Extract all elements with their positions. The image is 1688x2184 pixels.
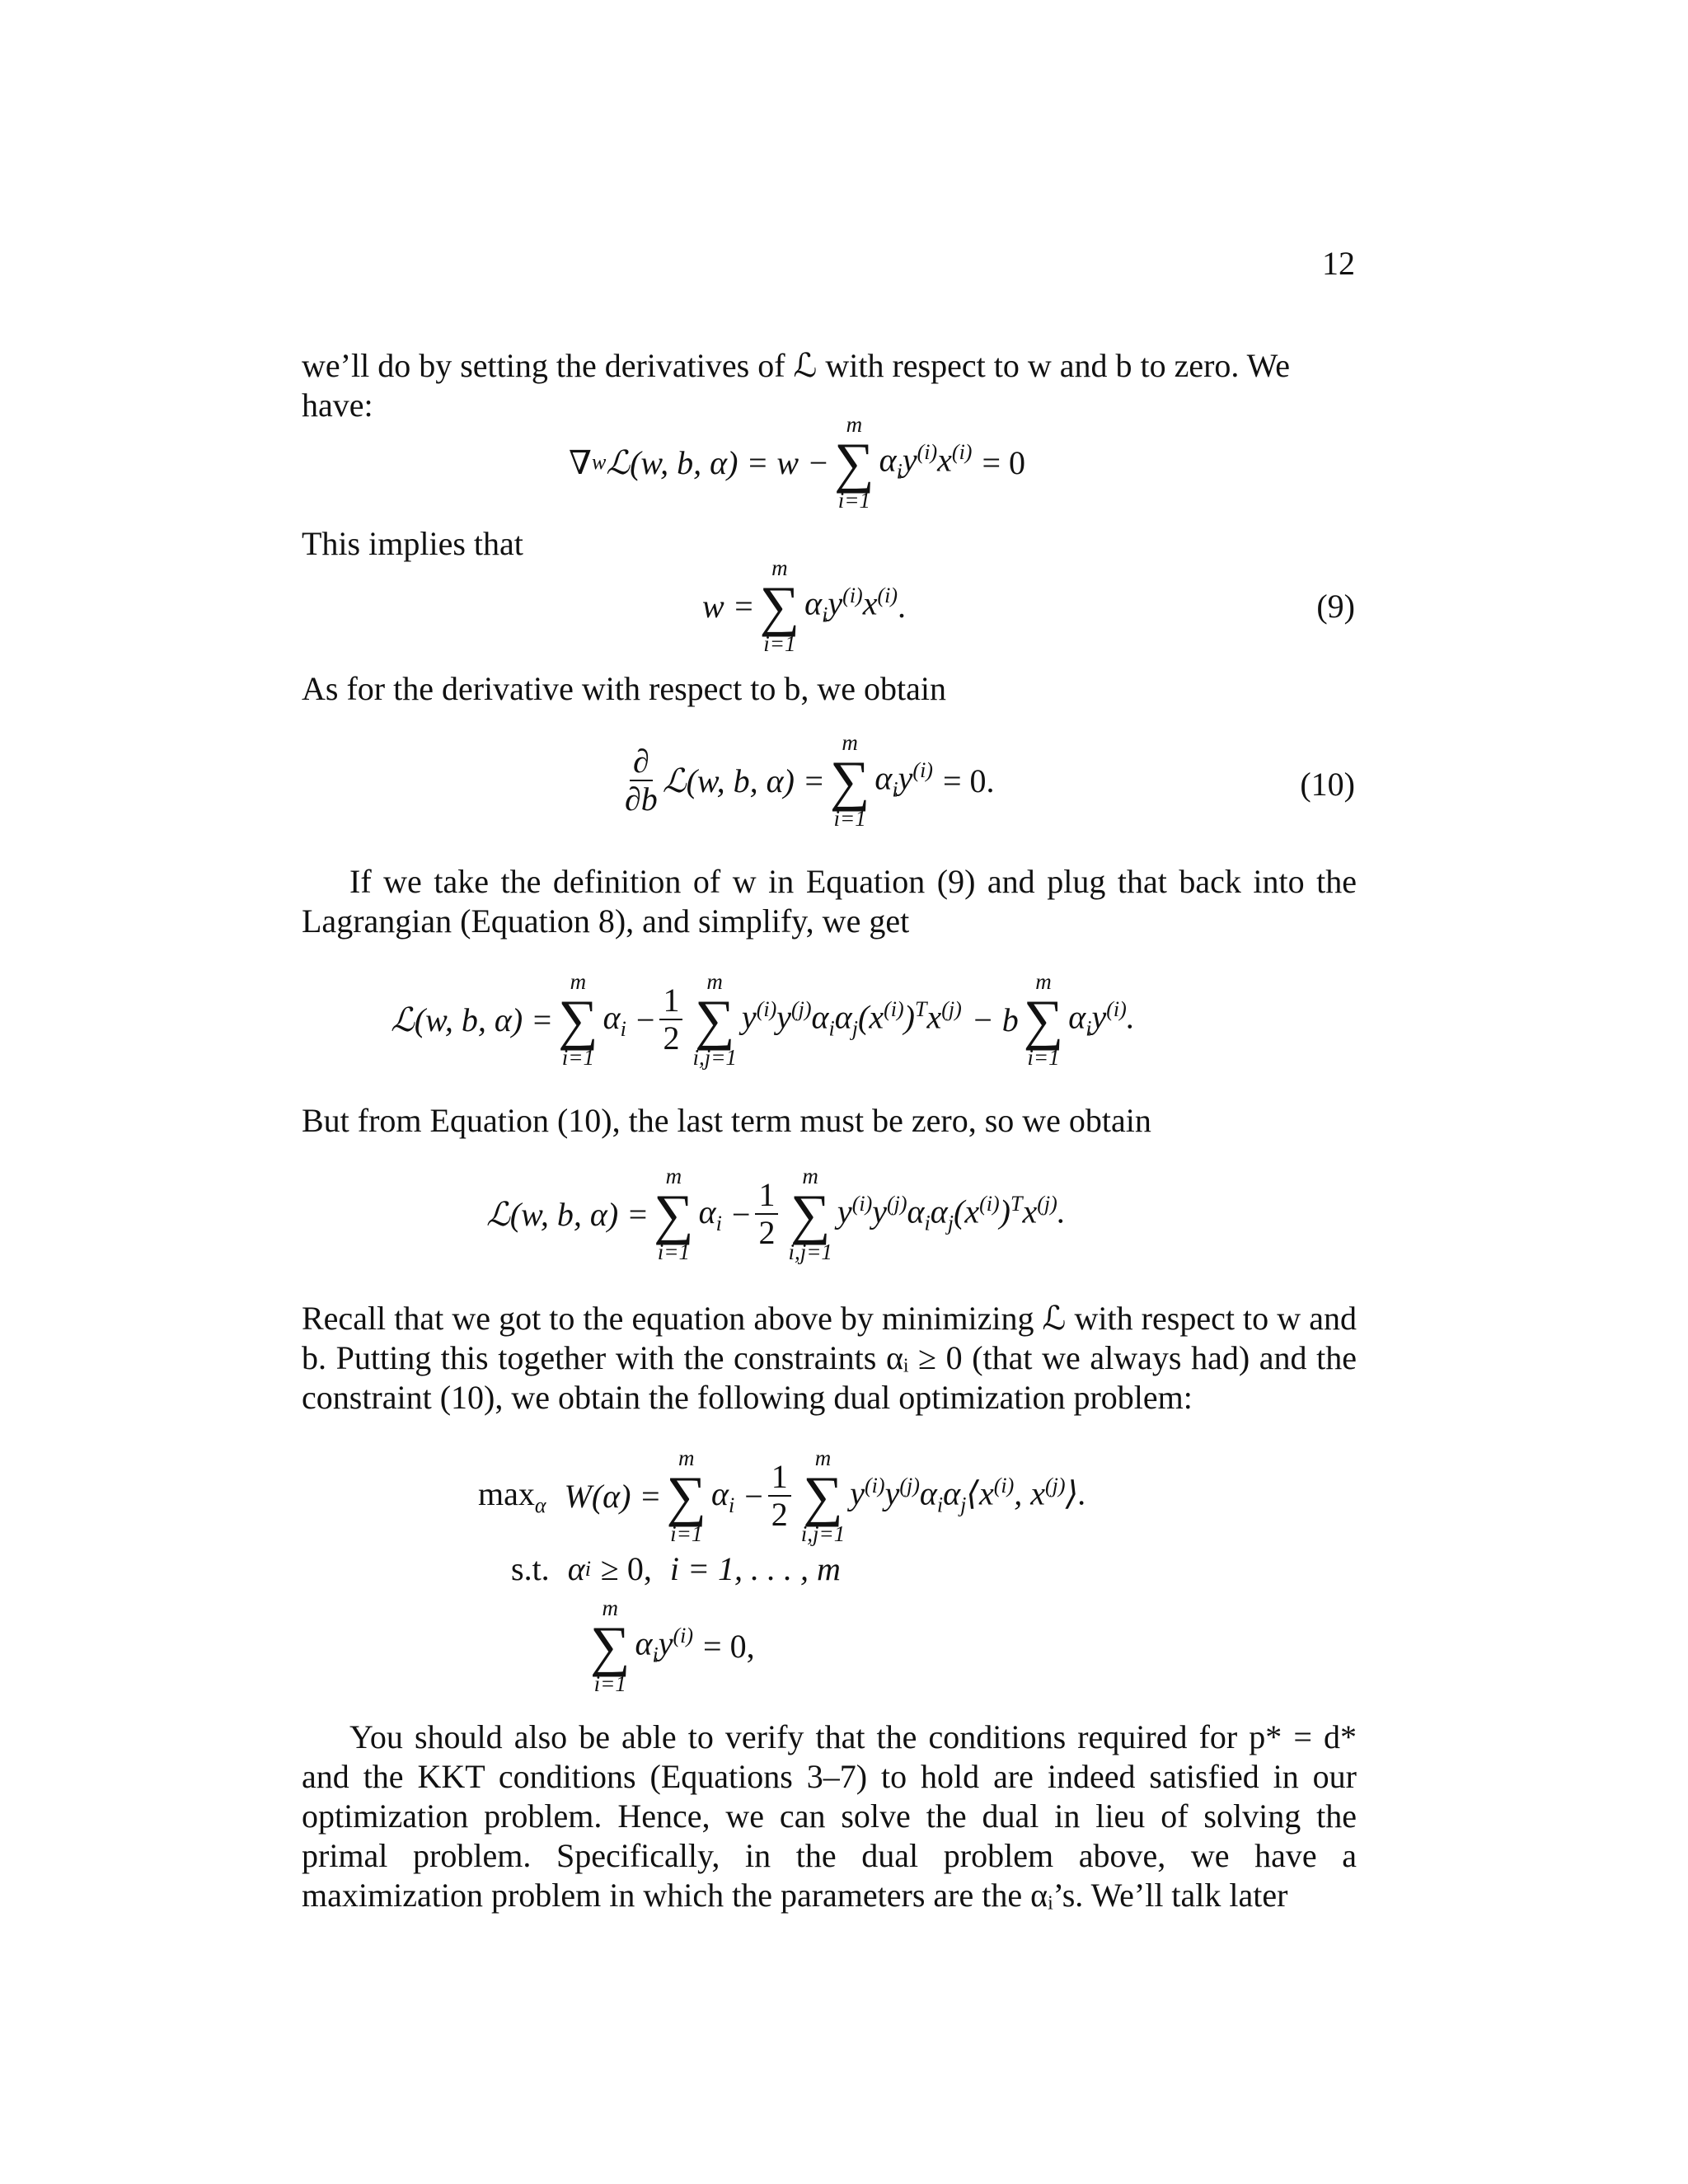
summation: m ∑ i=1: [834, 412, 874, 513]
equation-dual-constraint-1: s.t. α i ≥ 0, i = 1, . . . , m: [511, 1550, 841, 1587]
summation: m ∑ i=1: [1023, 969, 1064, 1070]
fraction-half: $\frac{1}{2}$: [659, 982, 682, 1057]
fraction-half: $\frac{1}{2}$: [755, 1177, 778, 1251]
page-number: 12: [1322, 245, 1355, 282]
summation: m ∑ i,j=1: [788, 1164, 832, 1264]
equation-dual-constraint-2: m ∑ i=1 $\alpha_iy^{(i)}$ = 0,: [590, 1596, 755, 1696]
equation-lagrangian-full: ℒ(w, b, α) = m ∑ i=1 $\alpha_i$ − $\frac{1}{2}$ m ∑ i,j=1 $y^{(i)}y^{(j)}\alpha_i\alpha_j(x^{(i)})^Tx^{(j)}$ − b m ∑ i=1 $\alpha_iy^{(i)}$.: [391, 969, 1135, 1070]
paragraph-substitution: If we take the definition of w in Equation (9) and plug that back into the Lagrangian (Equation 8), and simplify, we get: [302, 863, 1357, 940]
equation-number-10: (10): [1300, 766, 1355, 803]
paragraph-intro-line2: have:: [302, 387, 373, 424]
fraction-half: $\frac{1}{2}$: [768, 1459, 791, 1533]
summation: m ∑ i=1: [666, 1446, 706, 1546]
paragraph-derivative-b: As for the derivative with respect to b, we obtain: [302, 670, 946, 707]
paragraph-last-term-zero: But from Equation (10), the last term must be zero, so we obtain: [302, 1102, 1151, 1139]
summation: m ∑ i=1: [829, 730, 870, 831]
paragraph-kkt: You should also be able to verify that the conditions required for p* = d* and the KKT conditions (Equations 3–7) to hold are indeed satisfied in our optimization problem. Hence, we can solve the dual in lieu of solving the primal problem. Specifically, in the dual problem above, we have a maximization problem in which the parameters are the αᵢ’s. We’ll talk later: [302, 1718, 1357, 1914]
paragraph-recall: Recall that we got to the equation above by minimizing ℒ with respect to w and b. Putting this together with the constraints αᵢ ≥ 0 (that we always had) and the constraint (10), we obtain the following dual optimization problem:: [302, 1300, 1357, 1416]
equation-gradient-w: ∇ w ℒ(w, b, α) = w − m ∑ i=1 $\alpha_iy^{(i)}x^{(i)}$ = 0: [569, 412, 1026, 513]
summation: m ∑ i,j=1: [692, 969, 737, 1070]
fraction-partial: $\frac{\partial}{\partial b}$: [625, 743, 658, 818]
equation-10: $\frac{\partial}{\partial b}$ ℒ(w, b, α) = m ∑ i=1 $\alpha_iy^{(i)}$ = 0.: [625, 730, 995, 831]
summation: m ∑ i,j=1: [800, 1446, 846, 1546]
equation-9: w = m ∑ i=1 $\alpha_iy^{(i)}x^{(i)}$ .: [702, 555, 907, 656]
summation: m ∑ i=1: [558, 969, 598, 1070]
summation: m ∑ i=1: [654, 1164, 694, 1264]
equation-lagrangian-simplified: ℒ(w, b, α) = m ∑ i=1 $\alpha_i$ − $\frac{1}{2}$ m ∑ i,j=1 $y^{(i)}y^{(j)}\alpha_i\alpha_j(x^{(i)})^Tx^{(j)}$.: [486, 1164, 1066, 1264]
summation: m ∑ i=1: [590, 1596, 631, 1696]
paragraph-implies: This implies that: [302, 525, 523, 562]
summation: m ∑ i=1: [759, 555, 800, 656]
equation-number-9: (9): [1316, 588, 1355, 625]
equation-dual-objective: $\max_\alpha$ W(α) = m ∑ i=1 $\alpha_i$ − $\frac{1}{2}$ m ∑ i,j=1 $y^{(i)}y^{(j)}\alpha_i\alpha_j⟨x^{(i)}$, $x^{(j)}⟩$.: [478, 1446, 1087, 1546]
paragraph-intro-line: we’ll do by setting the derivatives of ℒ with respect to w and b to zero. We: [302, 347, 1290, 384]
